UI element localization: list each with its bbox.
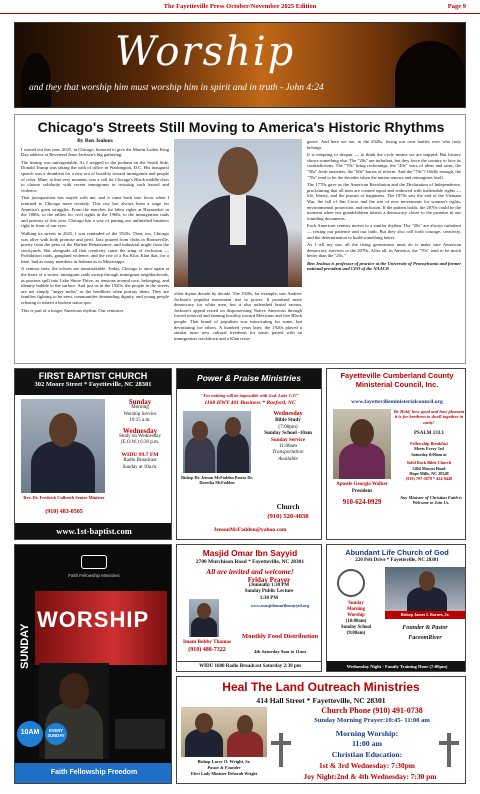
alc-schedule: Sunday Morning Worship (10:00am) Sunday School (9:00am): [340, 601, 372, 636]
fcm-fellowship: Fellowship Breakfast Meets Every 3rd Saturday 8:00am at Solid Rock Bible Church 5464 Mascot Road Hope Mills, NC 28348 (910) 797-5879 * 424-9448: [405, 441, 453, 482]
article-paragraph: Each American century moves to a similar rhythm. The "20s" are always turbulent — testing our patience and our faith. But they also call forth courage, creativity, and the determination to build something better.: [307, 223, 461, 240]
htl-morning-worship: Morning Worship:: [335, 729, 399, 738]
article-paragraph: As I tell my son, all the rising generations must do is make sure American democracy survives to the 2070s. After all, in America, the "70s" tend to be much better than the "20s.": [307, 242, 461, 259]
ppm-email[interactable]: JensonMcFadden@yahoo.com: [213, 527, 287, 533]
ppm-title: Power & Praise Ministries: [177, 369, 321, 389]
fcm-website[interactable]: www.fayettevilleministerialcouncil.org: [351, 399, 443, 405]
first-baptist-ad: [14, 368, 172, 540]
fbc-address: 302 Moore Street * Fayetteville, NC 28301: [34, 381, 152, 388]
publication-title: The Fayetteville Press October/November 2025 Edition: [163, 3, 317, 10]
htl-pastor-title: Pastor & Founder: [207, 765, 241, 770]
fcm-president-photo: [333, 409, 391, 479]
article-paragraph: The timing was unforgettable. As I stepped to the podium on the South Side, Donald Trump was taking the oath of office in Washington, D.C. His inaugural speech was a drumbeat for a new era of hostility toward immigrants and people of color. Mine, at that very moment, was a call for Chicago's Black middle class to choose solidarity with recent immigrants in resisting such hatred and violence.: [21, 159, 169, 193]
heal-the-land-ad: [176, 676, 466, 784]
alc-pastor-role: Founder & Pastor: [402, 625, 448, 631]
article-paragraph: I started out this year, 2025, in Chicago, honored to give the Martin Luther King Day address at Reverend Jesse Jackson's big gathering.: [21, 146, 169, 158]
ppm-address: 1168 HWY 401 Business * Raeford, NC: [204, 400, 296, 406]
article: [14, 114, 466, 364]
sw-address-box: [115, 719, 165, 749]
sw-every-badge: EVERY SUNDAY: [45, 723, 67, 745]
article-col-1: [21, 139, 169, 315]
fcm-president-title: President: [351, 489, 373, 494]
cross-icon: [279, 733, 283, 767]
author-photo: [174, 139, 302, 287]
fcm-verse-ref: PSALM 133.1: [414, 431, 444, 436]
ms-imam-name: Imam Bobby Thomas: [182, 639, 232, 645]
ms-food-time: 4th Saturday 9am to 11am: [254, 649, 306, 654]
sw-word-worship: WORSHIP: [37, 607, 150, 632]
masjid-ad: [176, 544, 322, 672]
ppm-pastors: Bishop Dr. Jenson McFadden Pastor Dr. Dorotha McFadden: [181, 475, 253, 485]
worship-banner: [14, 22, 466, 108]
ms-imam-photo: [189, 599, 219, 637]
ms-phone: (910) 488-7322: [188, 647, 226, 653]
ppm-verse: "For nothing will be impossible with God. Luke 1:37": [200, 393, 300, 398]
ms-radio: WIDU 1600 Radio Broadcast Saturday 2:30 pm: [177, 661, 322, 669]
article-paragraph: That juxtaposition has stayed with me, and it came back into focus when I returned to Chicago more recently. This city has always been a stage for America's great struggles. From the marches for labor rights at Haymarket in the 1880s, to the rallies for civil rights in the 1960s, to the immigration raids and protests of this year, Chicago has a way of putting our unfinished business right in front of our eyes.: [21, 195, 169, 229]
article-col-3: [307, 139, 461, 274]
alc-name: Abundant Life Church of God: [345, 548, 449, 557]
sw-church: Faith Fellowship Ministries: [68, 573, 120, 578]
article-paragraph: gence. And here we are, in the 2020s, facing our own battles over who truly belongs.: [307, 139, 461, 150]
article-paragraph: often rhyme decade by decade. The 1920s, for example, saw Andrew Jackson's populist movement rise to power. It promised more democracy for white men, but it also unleashed brutal racism. Jackson's appeal rested on dispossessing Native American through forced removal and fanning hostility toward Mexicans and free Black people. That brand of populism was intoxicating for some, but devastating for others. A hundred years later, the 1920s played a similar tune: new cultural freedoms for some, paired with an immigration crackdown and a Klan resur-: [174, 291, 302, 341]
htl-christian-ed-time: 1st & 3rd Wednesday: 7:30pm: [319, 761, 415, 770]
fcm-verse: Be Hold, how good and how pleasant it is for brethren to dwell together in unity!: [393, 409, 465, 425]
htl-address: 414 Hall Street * Fayetteville, NC 28301: [256, 696, 386, 705]
alc-address: 220 Pelt Drive * Fayetteville, NC 28301: [355, 558, 439, 563]
alc-pastor-tag: Bishop James I. Barnes, Jr.: [385, 611, 465, 619]
article-paragraph: A century later, the echoes are unmistakable. Today, Chicago is once again at the heart of a storm: immigrant raids sweep through immigrant neighborhoods, as protests spill into Lake Shore Drive, as tensions around race, belonging, and identity bubble to the surface. And just as in the 1920s, the people in the streets are not simply "angry mobs" as the headlines often portray them. They are families fighting to be seen, communities demanding dignity, and young people refusing to inherit a broken status quo.: [21, 266, 169, 306]
page-header: [0, 0, 480, 14]
htl-elect-lady: Elect Lady Minister Deborah Wright: [190, 771, 258, 776]
article-title: Chicago's Streets Still Moving to America's Historic Rhythms: [37, 119, 445, 135]
church-seal-icon: [337, 569, 365, 597]
article-paragraph: Walking its streets in 2025, I was reminded of the 1920s. Then, too, Chicago was alive with both promise and peril. Jazz poured from clubs in Bronzeville, poetry from the pens of the Harlem Renaissance, and industrial might from the stockyards. But alongside all that creativity came the sting of exclusion — Prohibition raids, gangland violence, and the rise of a Ku Klux Klan that, for a time, had as many members in Indiana as in Mississippi.: [21, 230, 169, 264]
cross-icon: [447, 733, 451, 767]
fbc-pastor-photo: [21, 399, 105, 493]
ms-address: 2700 Murchison Road * Fayetteville, NC 28301: [195, 559, 305, 565]
htl-phone: Church Phone (910) 491-0738: [321, 706, 423, 715]
htl-sunday-prayer: Sunday Morning Prayer:10:45- 11:00 am: [314, 717, 430, 724]
ms-schedule: Friday Prayer (Jumuah) 1:30 PM Sunday Public Lecture 1:30 PM: [244, 576, 294, 601]
article-col-2: [174, 291, 302, 343]
fbc-schedule: Sunday Morning Worship Service 10:15 a.m. Wednesday Study on Wednesday (E.O.W.) 6:30 p.m. WIDU 99.7 FM Radio Broadcast Sunday at 10a.m.: [118, 398, 161, 470]
ms-food-title: Monthly Food Distribution: [241, 633, 319, 640]
fcm-invite: Any Minister of Christian Faith is Welcome to Join Us.: [400, 495, 462, 506]
article-byline: By Ben Jealous: [77, 138, 113, 144]
htl-joy-night: Joy Night:2nd & 4th Wednesday: 7:30 pm: [303, 772, 437, 781]
ms-name: Masjid Omar Ibn Sayyid: [202, 548, 298, 558]
alc-wednesday: Wednesday Night - Family Training Hour (7:00pm): [327, 661, 466, 672]
alc-pastor-photo: [385, 567, 465, 611]
htl-christian-ed: Christian Education:: [331, 750, 403, 759]
banner-word: Worship: [115, 29, 296, 75]
sw-time-badge: 10AM: [17, 721, 43, 747]
article-paragraph: It is tempting to despair — to think the cycle means we are trapped. But history shows something else. The "20s" are turbulent, but they force the country to face its contradictions. The "70s" bring reckonings, the "40s" wars of ideas and arms, the "50s" fresh anxieties, the "60s" bursts of reform. And the "70s"? Oddly enough, the "70s" tend to be the decades when the nation renews and reimagines itself.: [307, 152, 461, 180]
htl-pastors-photo: [181, 707, 267, 757]
ppm-schedule: Wednesday Bible Study (7:00pm) Sunday School -10am Sunday Service 11:00am Transportation Available: [264, 411, 312, 462]
sw-pastor-photo: [39, 663, 109, 759]
article-paragraph: This is part of a longer American rhythm. Our centuries: [21, 307, 124, 313]
church-logo-icon: [81, 555, 107, 569]
fcm-phone: 910-624-0929: [342, 499, 382, 506]
silhouette-left: [21, 53, 51, 108]
fbc-website: www.1st-baptist.com: [15, 523, 172, 540]
banner-verse: and they that worship him must worship him in spirit and in truth - John 4:24: [29, 83, 324, 93]
sw-word-sunday: SUNDAY: [19, 623, 31, 669]
fbc-pastor: Rev. Dr. Fredrick Culbreth Senior Minister: [23, 495, 105, 500]
sunday-worship-flyer: [14, 544, 172, 784]
power-praise-ad: [176, 368, 322, 540]
htl-morning-worship-time: 11:00 am: [351, 739, 383, 748]
ms-invite: All are invited and welcome!: [206, 567, 294, 576]
ppm-phone: (910) 520-4838: [267, 513, 309, 520]
author-bio: Ben Jealous is professor of practice at the University of Pennsylvania and former national president and CEO of the NAACP.: [307, 260, 461, 272]
ppm-pastors-photo: [183, 411, 251, 473]
article-paragraph: The 1770s gave us the American Revolution and the Declaration of Independence, proclaiming that all men are created equal and endowed with inalienable rights — life, liberty, and the pursuit of happiness. The 1870s saw the end of the Vietnam War, the fall of Jim Crow, and the rise of new movements for women's rights, environmental protection, and inclusion. If the pattern holds, the 2070s could be the moment when our grandchildren inherit a democracy closer to the promise in our founding documents.: [307, 182, 461, 221]
silhouette-right: [395, 41, 465, 108]
fbc-name: FIRST BAPTIST CHURCH: [38, 371, 148, 381]
fbc-phone: (910) 483-0505: [45, 509, 83, 515]
abundant-life-ad: [326, 544, 466, 672]
page-number: Page 9: [447, 3, 466, 10]
fcm-president-name: Apostle Georgia Walker: [336, 482, 388, 487]
sw-footer: Faith Fellowship Freedom: [15, 763, 172, 784]
ms-website[interactable]: www.masjidomaribnsayyid.org: [250, 603, 310, 608]
htl-pastor: Bishop Larry O. Wright, Sr.: [197, 759, 251, 764]
ppm-church-label: Church: [276, 503, 300, 511]
alc-pastor-name2: FaceomRiver: [408, 635, 442, 641]
fcm-title: Fayetteville Cumberland County Ministerial Council, Inc.: [340, 371, 454, 389]
ministerial-council-ad: [326, 368, 466, 540]
htl-title: Heal The Land Outreach Ministries: [222, 680, 420, 694]
